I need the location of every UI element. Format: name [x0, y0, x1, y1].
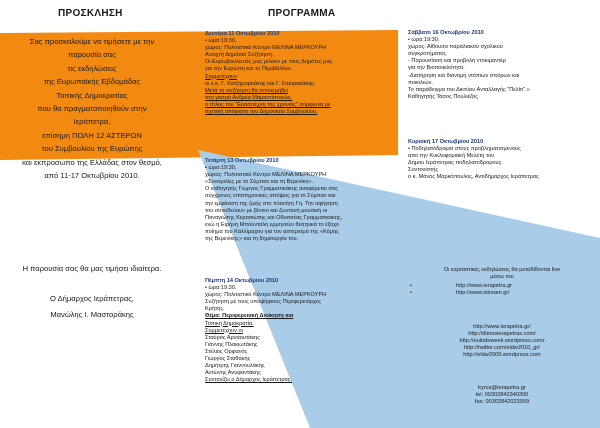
invitation-line: της Ευρωπαϊκής Εβδομάδας — [43, 77, 141, 87]
info-link[interactable]: http://eulodeweek.wordpress.com/ — [459, 338, 545, 345]
event-saturday — [408, 30, 530, 101]
event-line: Δημήτρης Γιαννουλάκης — [205, 363, 265, 370]
event-line: Κρήτης. — [205, 306, 225, 313]
invitation-block — [4, 35, 180, 182]
info-link[interactable]: http://eldw2009.wordpress.com — [463, 352, 541, 359]
event-line: την εμφάνιση της ζωής στο πλανήτη Γη. Την αφήγηση — [205, 200, 338, 207]
event-line: -Διατήρηση και διανομή ντόπιων σπόρων και — [408, 72, 520, 79]
live-intro: Οι εορταστικές εκδηλώσεις θα μεταδίδονται live — [443, 267, 561, 273]
info-link[interactable]: http://dimosierapetras.com/ — [468, 331, 536, 338]
email-link[interactable]: kyrva@ierapetra.gr — [478, 385, 526, 391]
event-line: του συνοδεύουν με βίντεο και ζωντανή μουσική οι — [205, 207, 328, 214]
mayor-name: Μανώλης Ι. Μαστοράκης — [50, 310, 134, 319]
stream-link[interactable]: http://www.ierapetra.gr — [456, 283, 512, 289]
event-line: για την Βιοποικιλότητα. — [408, 65, 465, 72]
event-line: • ώρα:19:30, — [408, 37, 440, 44]
event-title: Πέμπτη 14 Οκτωβρίου 2010 — [205, 278, 279, 284]
invitation-line: επίσημη ΠΟΛΗ 12 ΑΣΤΕΡΩΝ — [42, 130, 142, 140]
event-line: - Παρουσίαση και προβολή ντοκιμαντέρ — [408, 58, 506, 65]
event-title: Κυριακή 17 Οκτωβρίου 2010 — [408, 139, 484, 145]
stream-links — [410, 283, 590, 297]
invitation-header: ΠΡΟΣΚΛΗΣΗ — [58, 8, 123, 19]
event-line: • ώρα:19:30, — [205, 38, 237, 45]
stream-link[interactable]: http://www.istream.gr/ — [456, 290, 510, 297]
event-line: Ανοιχτή Δημόσια Συζήτηση. — [205, 52, 274, 59]
event-line: χώρος: Πολιτιστικό Κέντρο ΜΕΛΙΝΑ ΜΕΡΚΟΥΡΗ — [205, 172, 327, 179]
event-line: Γιάννης Πλακιωτάκης — [205, 341, 258, 348]
event-line: ο κ. Μάνος Μαρκόπουλος, Αντιδήμαρχος Ιεράπετρας — [408, 174, 539, 181]
event-line: οι κ.κ. Γ. Χατζημαρκάκης και Γ. Σταυρακάκης. — [205, 80, 316, 87]
invitation-line: Τοπικής Δημοκρατίας — [56, 90, 128, 100]
event-line: ενώ η Ειρήνη Μπούνταλη ερμηνεύει θεατρικά το έξοχο — [205, 221, 339, 228]
event-line: Συζήτηση με τους υποψήφιους Περιφερειάρχες — [205, 299, 322, 306]
event-title: Δευτέρα 11 Οκτωβρίου 2010 — [205, 31, 280, 37]
event-line: για την Ευρώπη και το Περιβάλλον. — [205, 66, 293, 73]
event-line: Ο καθηγητής Γιώργος Γραμματικάκης αναφέρεται στις — [205, 186, 338, 193]
event-line: Στέλιος Ορφανός — [205, 348, 248, 355]
live-broadcast-block — [412, 267, 592, 281]
event-line: απο την Κυκλοφοριακή Μελέτη του — [408, 153, 495, 160]
bullet: • — [410, 290, 412, 297]
event-line: ποικιλιών. — [408, 79, 433, 86]
event-line: Το παράδειγμα του Δικτύου Ανταλλαγής "Πελίτι".» — [408, 86, 530, 93]
event-line: Συντονίζει ο Δήμαρχος Ιεράπετρας. — [205, 377, 293, 384]
mayor-title: Ο Δήμαρχος Ιεράπετρας, — [49, 294, 135, 303]
event-line: «Συνομιλίες με το Σύμπαν και τη Βερενίκη». — [205, 179, 314, 186]
programme-header: ΠΡΟΓΡΑΜΜΑ — [268, 8, 336, 19]
event-line: Γιώργος Σταθάκης — [205, 356, 251, 363]
event-line: ποίημα του Καλλίμαχου για τον αστερισμό της «Κόμης — [205, 228, 339, 235]
event-line: σύγχρονες επιστημονικές απόψεις για το Σύμπαν και — [205, 193, 336, 200]
event-title: Τετάρτη 13 Οκτωβρίου 2010 — [205, 158, 279, 164]
honor-text: Η παρουσία σας θα μας τιμήσει ιδιαίτερα. — [22, 264, 162, 273]
event-line: Θέμα: Περιφερειακή Διοίκηση και — [205, 313, 294, 320]
fax-text: fax: 00302842023999 — [474, 399, 530, 406]
invitation-line: που θα πραγματοποιηθούν στην — [37, 104, 147, 114]
event-line: • Ποδηλατόδρομια στους προβληματισμένους — [408, 146, 521, 153]
event-line: χώρος: Πολιτιστικό Κέντρο ΜΕΛΙΝΑ ΜΕΡΚΟΥΡΗ — [205, 45, 327, 52]
live-intro: μέσω του — [490, 274, 514, 281]
info-link[interactable]: http://twitter.com/eldw2010_gr/ — [464, 345, 540, 352]
event-title: Σάββατο 16 Οκτωβρίου 2010 — [408, 30, 484, 36]
event-line: συγκροτήματος — [408, 51, 447, 58]
event-monday — [205, 31, 332, 116]
event-line: Καθηγητής Τάσος Πουλιέζος — [408, 93, 478, 100]
stream-link-row — [410, 290, 590, 297]
event-line: της Βερενίκης» και τη δημιουργία του. — [205, 236, 299, 243]
event-line: • ώρα:19:30, — [205, 165, 237, 172]
event-line: Παναγιώτης Κερασιώτης και Οδυσσέας Γραμματικάκης, — [205, 214, 343, 221]
event-line: χώρος: Πολιτιστικό Κέντρο ΜΕΛΙΝΑ ΜΕΡΚΟΥΡΗ — [205, 292, 327, 299]
event-line: Σταύρος Αρναουτάκης — [205, 334, 260, 341]
info-link[interactable]: http://www.ierapetra.gr/ — [473, 324, 531, 330]
event-line: Οι Ευρωβουλευτές μας μιλούν με τους Δημότες μας — [205, 59, 333, 66]
invitation-line: από 11-17 Οκτωβρίου 2010. — [44, 171, 140, 181]
invitation-line: του Συμβουλίου της Ευρώπης — [41, 144, 143, 154]
event-line: Δήμου Ιεράπετρας ποδηλατοδρομους. — [408, 160, 503, 167]
stream-link-row — [410, 283, 590, 290]
contact-block — [412, 385, 592, 406]
event-line: ο τίτλος του "Ερασιτέχνη της χρονιάς" σύμφωνα με — [205, 101, 331, 108]
event-line: Συμμετέχουν οι — [205, 327, 243, 334]
invitation-line: Σας προσκαλούμε να τιμήσετε με την — [29, 37, 155, 46]
event-line: • ώρα:19:30, — [205, 285, 237, 292]
event-line: Συντονιστής — [408, 167, 439, 174]
invitation-line: παρουσία σας — [68, 50, 116, 60]
invitation-line: και εκπροσωπο της Ελλάδας στον θεσμό, — [22, 157, 162, 167]
event-line: Τοπική Δημοκρατία. — [205, 320, 254, 327]
event-sunday — [408, 139, 539, 182]
event-line: Μετά τη συζήτηση θα απονεμηθεί — [205, 87, 288, 94]
event-line: σχετική απόφαση του Δημοτικού Συμβουλίου. — [205, 109, 318, 116]
invitation-line: τις εκδηλώσεις — [67, 63, 117, 73]
event-line: Συμμετέχουν — [205, 73, 237, 80]
invitation-line: Ιεράπετρα, — [73, 117, 111, 127]
tel-text: tel: 00302842340300 — [475, 392, 529, 399]
event-wednesday — [205, 158, 342, 243]
event-thursday — [205, 278, 326, 384]
event-line: Αντώνης Ανυφαντάκης — [205, 370, 261, 377]
bullet: • — [410, 283, 412, 289]
event-line: χώρος: Αίθουσα παραλιακού σχολικού — [408, 44, 503, 51]
more-links — [412, 324, 592, 359]
event-line: στο γιατρό Ανδρέα Μαμαντόπουλο, — [205, 94, 292, 101]
